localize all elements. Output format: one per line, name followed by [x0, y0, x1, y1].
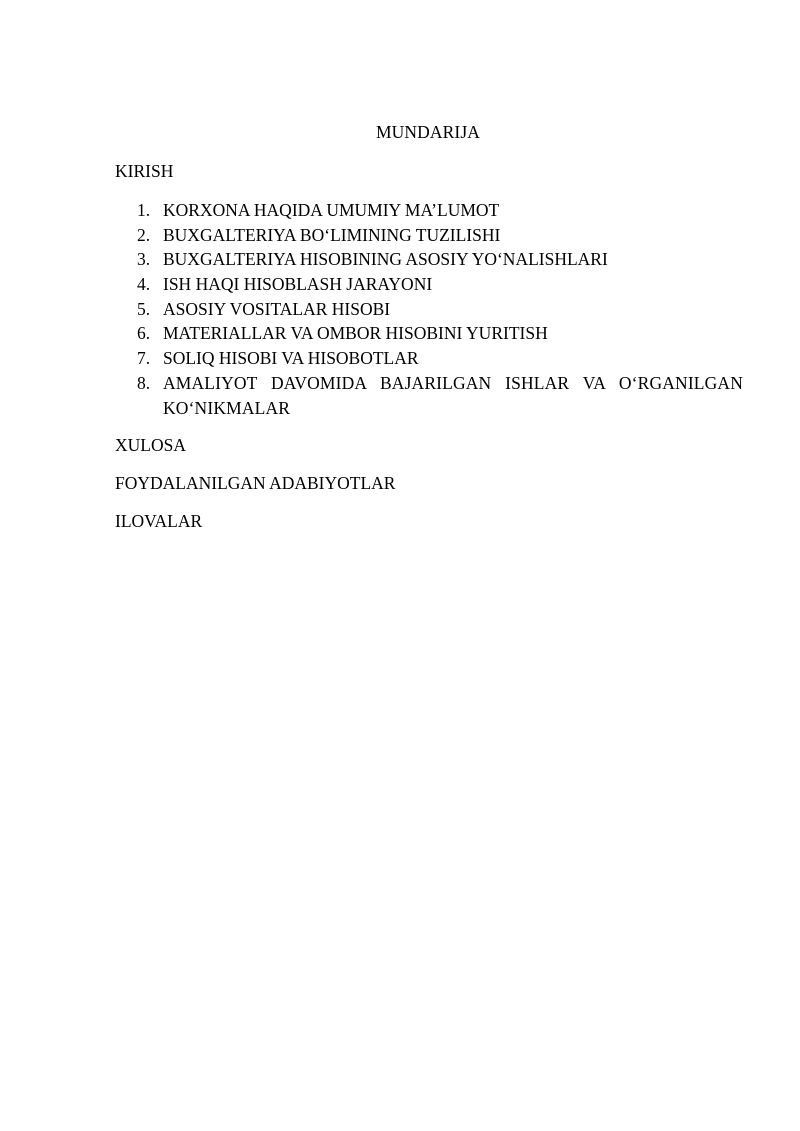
- toc-chapter-item: [0, 346, 800, 371]
- toc-chapter-item: [0, 223, 800, 248]
- toc-chapter-title: BUXGALTERIYA BO‘LIMINING TUZILISHI: [163, 224, 501, 245]
- toc-section-references: FOYDALANILGAN ADABIYOTLAR: [115, 473, 396, 493]
- toc-chapter-title: ASOSIY VOSITALAR HISOBI: [163, 298, 391, 319]
- toc-chapter-number: 1.: [137, 200, 151, 220]
- toc-chapter-title: SOLIQ HISOBI VA HISOBOTLAR: [163, 348, 419, 369]
- toc-chapter-number: 6.: [137, 323, 151, 344]
- page-title: MUNDARIJA: [376, 122, 480, 142]
- toc-chapter-number: 4.: [137, 274, 151, 295]
- toc-chapter-item: [0, 297, 800, 322]
- toc-chapter-title: MATERIALLAR VA OMBOR HISOBINI YURITISH: [163, 323, 548, 344]
- toc-chapter-number: 3.: [137, 249, 151, 270]
- toc-chapter-title: ISH HAQI HISOBLASH JARAYONI: [163, 274, 433, 295]
- toc-chapter-number: 7.: [137, 348, 151, 369]
- toc-section-appendices: ILOVALAR: [115, 511, 203, 531]
- toc-chapter-item: [0, 198, 800, 223]
- toc-chapter-number: 2.: [137, 224, 151, 245]
- toc-chapter-title: AMALIYOT DAVOMIDA BAJARILGAN ISHLAR VA O‘RGANILGAN KO‘NIKMALAR: [163, 372, 743, 418]
- toc-chapter-title: KORXONA HAQIDA UMUMIY MA’LUMOT: [163, 200, 500, 220]
- toc-chapter-list: [0, 198, 800, 420]
- toc-chapter-item: [0, 247, 800, 272]
- toc-chapter-number: 5.: [137, 298, 151, 319]
- toc-chapter-title: BUXGALTERIYA HISOBINING ASOSIY YO‘NALISHLARI: [163, 249, 608, 270]
- toc-chapter-number: 8.: [137, 372, 151, 393]
- toc-section-intro: KIRISH: [115, 161, 174, 181]
- toc-chapter-item: [0, 272, 800, 297]
- toc-chapter-item: [0, 321, 800, 346]
- toc-section-conclusion: XULOSA: [115, 435, 186, 455]
- toc-chapter-item: [0, 371, 800, 420]
